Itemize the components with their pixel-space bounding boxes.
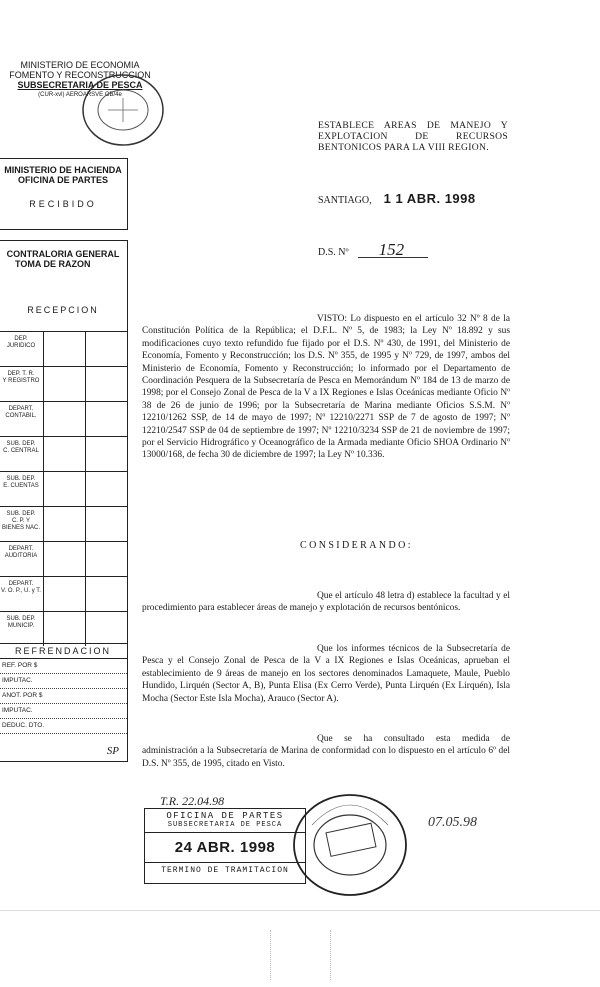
contraloria-cell bbox=[44, 437, 86, 471]
contraloria-row bbox=[0, 576, 127, 611]
refrendacion-title: REFRENDACION bbox=[0, 643, 127, 659]
oficina-subtitle: SUBSECRETARIA DE PESCA bbox=[145, 821, 305, 833]
refrendacion-row bbox=[0, 689, 127, 704]
refrendacion-row-label: IMPUTAC. bbox=[2, 707, 33, 714]
contraloria-row-label: DEPART. AUDITORIA bbox=[0, 542, 44, 576]
contraloria-cell bbox=[44, 612, 86, 646]
decree-subject: ESTABLECE AREAS DE MANEJO Y EXPLOTACION DE RECURSOS BENTONICOS PARA LA VIII REGION. bbox=[318, 120, 508, 153]
contraloria-row bbox=[0, 401, 127, 436]
contraloria-title: CONTRALORIA GENERAL bbox=[6, 249, 120, 259]
hacienda-stamp bbox=[0, 158, 128, 230]
subsecretaria-seal-icon bbox=[78, 70, 168, 150]
contraloria-subtitle: TOMA DE RAZON bbox=[15, 259, 91, 269]
oficina-partes-stamp bbox=[144, 808, 306, 884]
contraloria-cell bbox=[44, 542, 86, 576]
contraloria-row-label: SUB. DEP. E. CUENTAS bbox=[0, 472, 44, 506]
contraloria-row-label: DEP. T. R. Y REGISTRO bbox=[0, 367, 44, 401]
perforation-left bbox=[270, 930, 272, 980]
considerando-paragraph-1: Que el artículo 48 letra d) establece la facultad y el procedimiento para establecer áreas de manejo y explotación de recursos bentónicos. bbox=[142, 591, 510, 614]
refrendacion-row-label: REF. POR $ bbox=[2, 662, 38, 669]
refrendacion-grid bbox=[0, 659, 127, 734]
considerando-title: CONSIDERANDO: bbox=[300, 540, 413, 551]
contraloria-row-label: DEPART. V. O. P., U. y T. bbox=[0, 577, 44, 611]
contraloria-cell bbox=[86, 402, 127, 436]
contraloria-row-label: DEP. JURIDICO bbox=[0, 332, 44, 366]
city-label: SANTIAGO, bbox=[318, 195, 372, 206]
hacienda-status: RECIBIDO bbox=[29, 199, 97, 209]
contraloria-row bbox=[0, 541, 127, 576]
decree-line bbox=[318, 240, 468, 262]
date-line bbox=[318, 190, 508, 210]
refrendacion-row bbox=[0, 674, 127, 689]
contraloria-row bbox=[0, 611, 127, 646]
decree-number: 152 bbox=[378, 240, 405, 259]
oficina-date: 24 ABR. 1998 bbox=[174, 839, 276, 856]
considerando-paragraph-3: Que se ha consultado esta medida de administración a la Subsecretaría de Marina de conformidad con lo dispuesto en el artículo 6º del D.S. Nº 355, de 1995, citado en Visto. bbox=[142, 734, 510, 769]
contraloria-cell bbox=[86, 332, 127, 366]
decree-label: D.S. Nº bbox=[318, 247, 349, 258]
oficina-title: OFICINA DE PARTES bbox=[166, 811, 284, 821]
refrendacion-row bbox=[0, 704, 127, 719]
contraloria-initials: SP bbox=[106, 745, 119, 757]
contraloria-cell bbox=[44, 367, 86, 401]
contraloria-cell bbox=[44, 577, 86, 611]
handwritten-tr: T.R. 22.04.98 bbox=[160, 794, 225, 808]
refrendacion-row-label: ANOT. POR $ bbox=[2, 692, 43, 699]
contraloria-cell bbox=[86, 437, 127, 471]
refrendacion-row-label: DEDUC. DTO. bbox=[2, 722, 45, 729]
contraloria-section: RECEPCION bbox=[27, 305, 99, 315]
contraloria-row-label: SUB. DEP. MUNICIP. bbox=[0, 612, 44, 646]
handwritten-date: 07.05.98 bbox=[428, 815, 477, 830]
contraloria-cell bbox=[86, 612, 127, 646]
letterhead-subsecretaria: SUBSECRETARIA DE PESCA bbox=[17, 80, 143, 90]
perforation-right bbox=[330, 930, 332, 980]
refrendacion-row-label: IMPUTAC. bbox=[2, 677, 33, 684]
contraloria-row-label: SUB. DEP. C. P. Y BIENES NAC. bbox=[0, 507, 44, 541]
contraloria-stamp bbox=[0, 240, 128, 762]
contraloria-cell bbox=[44, 507, 86, 541]
refrendacion-row bbox=[0, 719, 127, 734]
contraloria-cell bbox=[44, 402, 86, 436]
oficina-status: TERMINO DE TRAMITACION bbox=[145, 862, 305, 875]
letterhead-ministry: MINISTERIO DE ECONOMIA bbox=[20, 60, 140, 70]
hacienda-office: OFICINA DE PARTES bbox=[17, 175, 108, 185]
contraloria-cell bbox=[86, 577, 127, 611]
contraloria-cell bbox=[86, 472, 127, 506]
contraloria-row-label: SUB. DEP. C. CENTRAL bbox=[0, 437, 44, 471]
considerando-paragraph-2: Que los informes técnicos de la Subsecretaría de Pesca y el Consejo Zonal de Pesca de la V a IX Regiones e Islas Oceánicas, aprueban el establecimiento de 9 áreas de manejo en los sectores denominados Lamaquete, Maule, Pueblo Hundido, Lirquén (Sector A, B), Punta Elisa (Ex Cerro Verde), Punta Lirquén (Ex Lirquén), Isla Mocha (Sector Este Isla Mocha), Arauco (Sector A). bbox=[142, 644, 510, 704]
contraloria-row bbox=[0, 366, 127, 401]
contraloria-cell bbox=[86, 367, 127, 401]
contraloria-row bbox=[0, 506, 127, 541]
contraloria-grid bbox=[0, 331, 127, 646]
contraloria-cell bbox=[86, 542, 127, 576]
contraloria-row bbox=[0, 471, 127, 506]
page-divider bbox=[0, 910, 600, 911]
contraloria-row-label: DEPART. CONTABIL. bbox=[0, 402, 44, 436]
contraloria-row bbox=[0, 436, 127, 471]
letterhead-code: (CUR-xvl) AEROARSVE OB/4e bbox=[38, 92, 122, 98]
visto-paragraph: VISTO: Lo dispuesto en el artículo 32 Nº 8 de la Constitución Política de la República; el D.F.L. Nº 5, de 1983; la Ley Nº 18.892 y sus modificaciones cuyo texto refundido fue fijado por el D.S. Nº 430, de 1991, del Ministerio de Economía, Fomento y Reconstrucción; los D.S. Nº 355, de 1995 y Nº 729, de 1997, ambos del Ministerio de Economía, Fomento y Reconstrucción; lo informado por el Departamento de Coordinación Pesquera de la Subsecretaría de Pesca en Memorándum Nº 184 de 13 de marzo de 1998; por el Consejo Zonal de Pesca de la V a IX Regiones e Islas Oceánicas mediante Oficio Nº 38 de 26 de junio de 1996; por la Subsecretaría de Marina mediante Oficios S.S.M. Nº 12210/1262 SSP, de 14 de mayo de 1997; Nº 12210/2271 SSP de 7 de agosto de 1997; Nº 12210/2547 SSP de 04 de septiembre de 1997; Nº 12210/3234 SSP de 21 de noviembre de 1997; por el Servicio Hidrográfico y Oceanográfico de la Armada mediante Oficio SHOA Ordinario Nº 13000/168, de fecha 30 de diciembre de 1997; la Ley Nº 10.336. bbox=[142, 314, 510, 461]
ministry-seal-icon bbox=[290, 790, 410, 900]
refrendacion-row bbox=[0, 659, 127, 674]
contraloria-cell bbox=[44, 332, 86, 366]
hacienda-title: MINISTERIO DE HACIENDA bbox=[4, 165, 122, 175]
letterhead-ministry-2: FOMENTO Y RECONSTRUCCION bbox=[9, 70, 151, 80]
contraloria-cell bbox=[44, 472, 86, 506]
contraloria-cell bbox=[86, 507, 127, 541]
contraloria-row bbox=[0, 331, 127, 366]
date-stamp: 1 1 ABR. 1998 bbox=[383, 191, 476, 206]
